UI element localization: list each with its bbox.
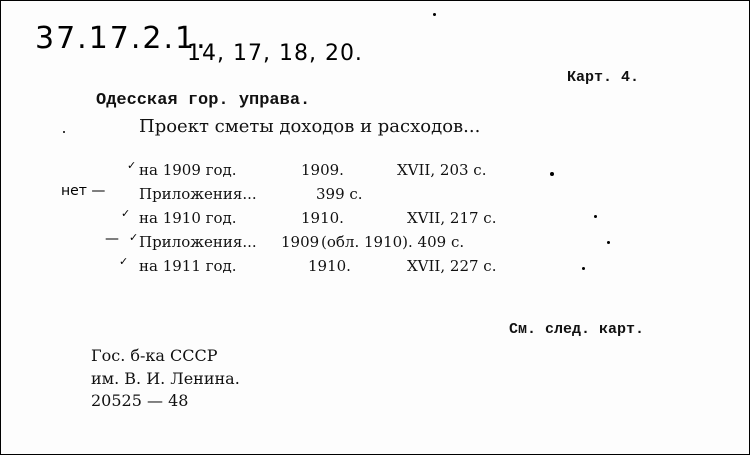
ink-speck [433,13,436,16]
institution-heading: Одесская гор. управа. [96,91,311,110]
shelf-numbers: 14, 17, 18, 20. [187,41,363,66]
library-line-2: им. В. И. Ленина. [91,369,240,388]
card-label: Карт. 4. [567,69,640,86]
entry-volume: (обл. 1910). 409 с. [321,233,465,251]
ink-dot [550,172,554,176]
ink-dot [594,215,597,218]
entry-mark: нет — [61,183,106,199]
entry-year: 1910. [308,257,351,275]
checkmark-icon: ✓ [129,231,139,244]
entry-label: на 1911 год. [139,257,237,275]
checkmark-icon: ✓ [121,207,131,220]
entry-volume: XVII, 203 с. [397,161,487,179]
entry-year: 1909 [281,233,320,251]
checkmark-icon: ✓ [119,255,129,268]
entry-label: на 1910 год. [139,209,237,227]
entry-label: Приложения... [139,185,257,203]
shelf-mark: 37.17.2.1. [35,21,208,56]
ink-speck [63,131,65,133]
entry-volume: 399 с. [316,185,363,203]
see-next-note: См. след. карт. [509,321,645,338]
entry-year: 1910. [301,209,344,227]
entry-label: на 1909 год. [139,161,237,179]
document-title: Проект сметы доходов и расходов... [139,116,481,137]
ink-dot [607,241,610,244]
entry-volume: XVII, 227 с. [407,257,497,275]
entry-label: Приложения... [139,233,257,251]
library-line-1: Гос. б-ка СССР [91,346,218,365]
ink-dot [582,267,585,270]
checkmark-icon: ✓ [127,159,137,172]
library-code: 20525 — 48 [91,391,189,410]
entry-mark: — [105,231,119,247]
entry-year: 1909. [301,161,344,179]
entry-volume: XVII, 217 с. [407,209,497,227]
